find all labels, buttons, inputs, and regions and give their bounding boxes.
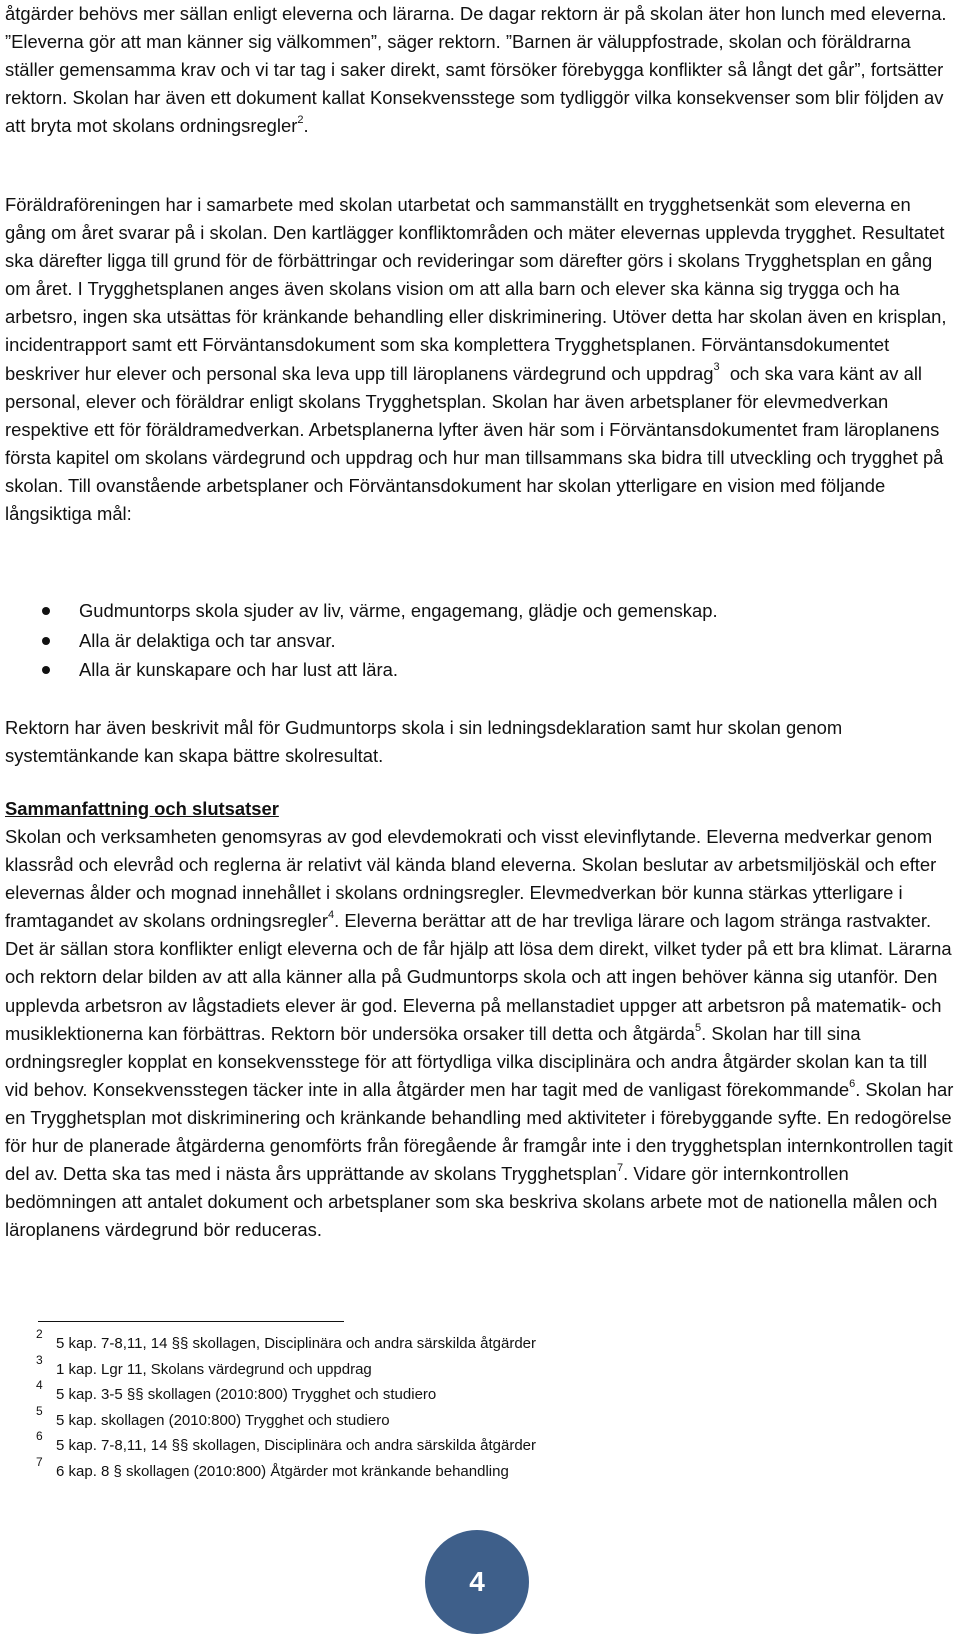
footnote [0,1378,950,1410]
page-number: 4 [469,1566,485,1597]
paragraph-text: . Skolan har en Trygghetsplan mot diskriminering och kränkande behandling med aktiviteter i förebyggande syfte. En redogörelse för hur de planerade åtgärderna genomförts från föregående år framgår inte i den trygghetsplan internkontrollen tagit del av. Detta ska tas med i nästa års upprättande av skolans Trygghetsplan [5,1078,954,1185]
footnote [0,1403,950,1436]
footnote-text: 5 kap. 7-8,11, 14 §§ skollagen, Disciplinära och andra särskilda åtgärder [56,1335,536,1352]
footnote-text: 6 kap. 8 § skollagen (2010:800) Åtgärder mot kränkande behandling [56,1462,509,1480]
paragraph-text: . Skolan har till sina ordningsregler kopplat en konsekvensstege för att förtydliga vilka disciplinära och andra åtgärder skolan kan ta till vid behov. Konsekvensstegen täcker inte in alla åtgärder men har tagit med de vanligast förekommande [5,1022,928,1100]
paragraph-safety-plan [5,191,955,528]
footnote-number: 5 [36,1403,43,1418]
footnote-text: 5 kap. 7-8,11, 14 §§ skollagen, Disciplinära och andra särskilda åtgärder [56,1437,536,1454]
paragraph-text: Föräldraföreningen har i samarbete med skolan utarbetat och sammanställt en trygghetsenkät som eleverna en gång om året svarar på i skolan. Den kartlägger konfliktområden och mäter elevernas upplevda trygghet. Resultatet ska därefter ligga till grund för de förbättringar och revideringar som därefter görs i skolans Trygghetsplan en gång om året. I Trygghetsplanen anges även skolans vision om att alla barn och elever ska känna sig trygga och ha arbetsro, ingen ska utsättas för kränkande behandling eller diskriminering. Utöver detta har skolan även en krisplan, incidentrapport samt ett Förväntansdokument som ska komplettera Trygghetsplanen. Förväntansdokumentet beskriver hur elever och personal ska leva upp till läroplanens värdegrund och uppdrag [5,194,947,384]
list-item-text: Alla är delaktiga och tar ansvar. [79,629,336,651]
footnote-number: 7 [36,1454,43,1469]
footnote [0,1454,950,1487]
paragraph-text: . [303,115,309,137]
paragraph-principal: Rektorn har även beskrivit mål för Gudmuntorps skola i sin ledningsdeklaration samt hur skolan genom systemtänkande kan skapa bättre skolresultat. [5,717,843,767]
footnote-ref[interactable]: 2 [297,114,304,127]
footnote-number: 2 [36,1327,43,1341]
list-item [5,626,955,656]
list-item [5,655,955,685]
footnote-ref[interactable]: 6 [849,1077,856,1090]
footnote-ref[interactable]: 5 [695,1021,702,1034]
footnote-number: 6 [36,1429,43,1443]
page-number-badge [425,1530,529,1634]
goals-list [5,596,955,685]
footnote [0,1429,950,1461]
footnote-ref[interactable]: 7 [617,1162,624,1174]
paragraph-text: åtgärder behövs mer sällan enligt eleverna och lärarna. De dagar rektorn är på skolan äter hon lunch med eleverna. ”Eleverna gör att man känner sig välkommen”, säger rektorn. ”Barnen är väluppfostrade, skolan och föräldrarna ställer gemensamma krav och vi tar tag i saker direkt, samt försöker förebygga konflikter så långt det går”, fortsätter rektorn. Skolan har även ett dokument kallat Konsekvensstege som tydliggör vilka konsekvenser som blir följden av att bryta mot skolans ordningsregler [5,3,947,137]
footnote-number: 3 [36,1352,43,1367]
footnote-number: 4 [36,1378,43,1392]
footnote-ref[interactable]: 4 [328,909,335,922]
paragraph-text: . Vidare gör internkontrollen bedömningen att antalet dokument och arbetsplaner som ska beskriva skolans arbete mot de nationella målen och läroplanens värdegrund bör reduceras. [5,1163,938,1241]
section-heading: Sammanfattning och slutsatser [5,798,279,819]
list-item-text: Gudmuntorps skola sjuder av liv, värme, engagemang, glädje och gemenskap. [79,600,718,621]
bullet-icon [42,607,50,615]
footnote-ref[interactable]: 3 [713,361,720,374]
list-item-text: Alla är kunskapare och har lust att lära. [79,659,398,680]
paragraph-text: . Eleverna berättar att de har trevliga lärare och lagom stränga rastvakter. Det är sällan stora konflikter enligt eleverna och de får hjälp att lösa dem direkt, vilket tyder på ett bra klimat. Lärarna och rektorn delar bilden av att alla känner alla på Gudmuntorps skola och att ingen behöver känna sig utanför. Den upplevda arbetsron av lågstadiets elever är god. Eleverna på mellanstadiet uppger att arbetsron på matematik- och musiklektionerna kan förbättras. Rektorn bör undersöka orsaker till detta och åtgärda [5,910,952,1044]
footnote [0,1327,950,1359]
footnote-divider [38,1321,344,1322]
footnote-text: 1 kap. Lgr 11, Skolans värdegrund och uppdrag [56,1360,372,1378]
footnote [0,1352,950,1385]
bullet-icon [42,666,50,674]
paragraph-summary [5,823,955,1244]
list-item [5,596,955,626]
paragraph-text: och ska vara känt av all personal, elever och föräldrar enligt skolans Trygghetsplan. Skolan har även arbetsplaner för elevmedverkan respektive ett för föräldramedverkan. Arbetsplanerna lyfter även här som i Förväntansdokumentet fram läroplanens första kapitel om skolans värdegrund och uppdrag och hur man tillsammans ska bidra till utveckling och trygghet på skolan. Till ovanstående arbetsplaner och Förväntansdokument har skolan ytterligare en vision med följande långsiktiga mål: [5,362,944,525]
footnote-text: 5 kap. 3-5 §§ skollagen (2010:800) Trygghet och studiero [56,1386,437,1403]
footnotes [0,1327,950,1486]
paragraph-text: Skolan och verksamheten genomsyras av god elevdemokrati och visst elevinflytande. Eleverna medverkar genom klassråd och elevråd och reglerna är relativt väl kända bland eleverna. Skolan beslutar av arbetsmiljöskäl och efter elevernas ålder och mognad innehållet i skolans ordningsregler. Elevmedverkan bör kunna stärkas ytterligare i framtagandet av skolans ordningsregler [5,826,937,932]
bullet-icon [42,637,50,645]
footnote-text: 5 kap. skollagen (2010:800) Trygghet och studiero [56,1411,390,1429]
paragraph-intro [5,0,955,140]
